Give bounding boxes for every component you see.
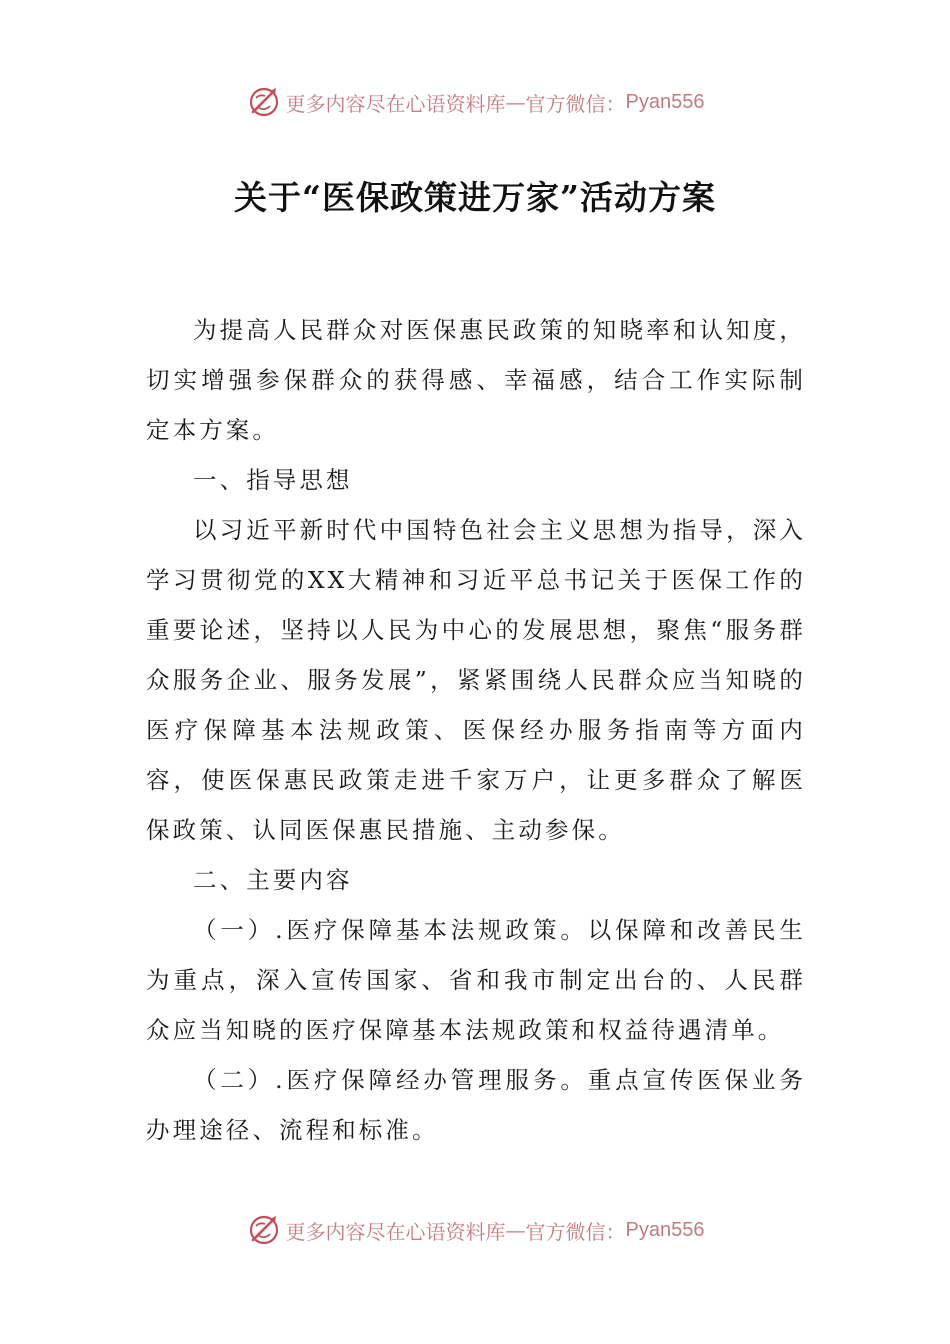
document-title: 关于“医保政策进万家”活动方案: [234, 178, 716, 217]
intro-paragraph: 为提高人民群众对医保惠民政策的知晓率和认知度，切实增强参保群众的获得感、幸福感，结合工作实际制定本方案。: [146, 316, 806, 444]
watermark-account-id: Pyan556: [625, 1218, 705, 1241]
header-watermark: [0, 82, 950, 122]
watermark-separator: —: [505, 1218, 526, 1242]
section-heading-guiding-thought: 一、指导思想: [193, 466, 353, 494]
section-heading-main-content: 二、主要内容: [193, 866, 353, 894]
watermark-separator: —: [505, 90, 526, 114]
watermark-account-label: 官方微信：: [525, 1219, 626, 1244]
pen-seal-icon: [246, 84, 282, 120]
watermark-main-text: 更多内容尽在心语资料库: [285, 1219, 506, 1244]
watermark-account-id: Pyan556: [625, 90, 705, 113]
main-content-item-1: （一）.医疗保障基本法规政策。以保障和改善民生为重点，深入宣传国家、省和我市制定出台的、人民群众应当知晓的医疗保障基本法规政策和权益待遇清单。: [146, 916, 806, 1044]
watermark-account-label: 官方微信：: [525, 91, 626, 116]
footer-watermark: [0, 1210, 950, 1250]
watermark-main-text: 更多内容尽在心语资料库: [285, 91, 506, 116]
document-body: [146, 305, 806, 1155]
pen-seal-icon: [246, 1212, 282, 1248]
main-content-item-2: （二）.医疗保障经办管理服务。重点宣传医保业务办理途径、流程和标准。: [146, 1066, 806, 1144]
guiding-thought-paragraph: 以习近平新时代中国特色社会主义思想为指导，深入学习贯彻党的XX大精神和习近平总书记关于医保工作的重要论述，坚持以人民为中心的发展思想，聚焦“服务群众服务企业、服务发展”，紧紧围绕人民群众应当知晓的医疗保障基本法规政策、医保经办服务指南等方面内容，使医保惠民政策走进千家万户，让更多群众了解医保政策、认同医保惠民措施、主动参保。: [146, 516, 806, 844]
